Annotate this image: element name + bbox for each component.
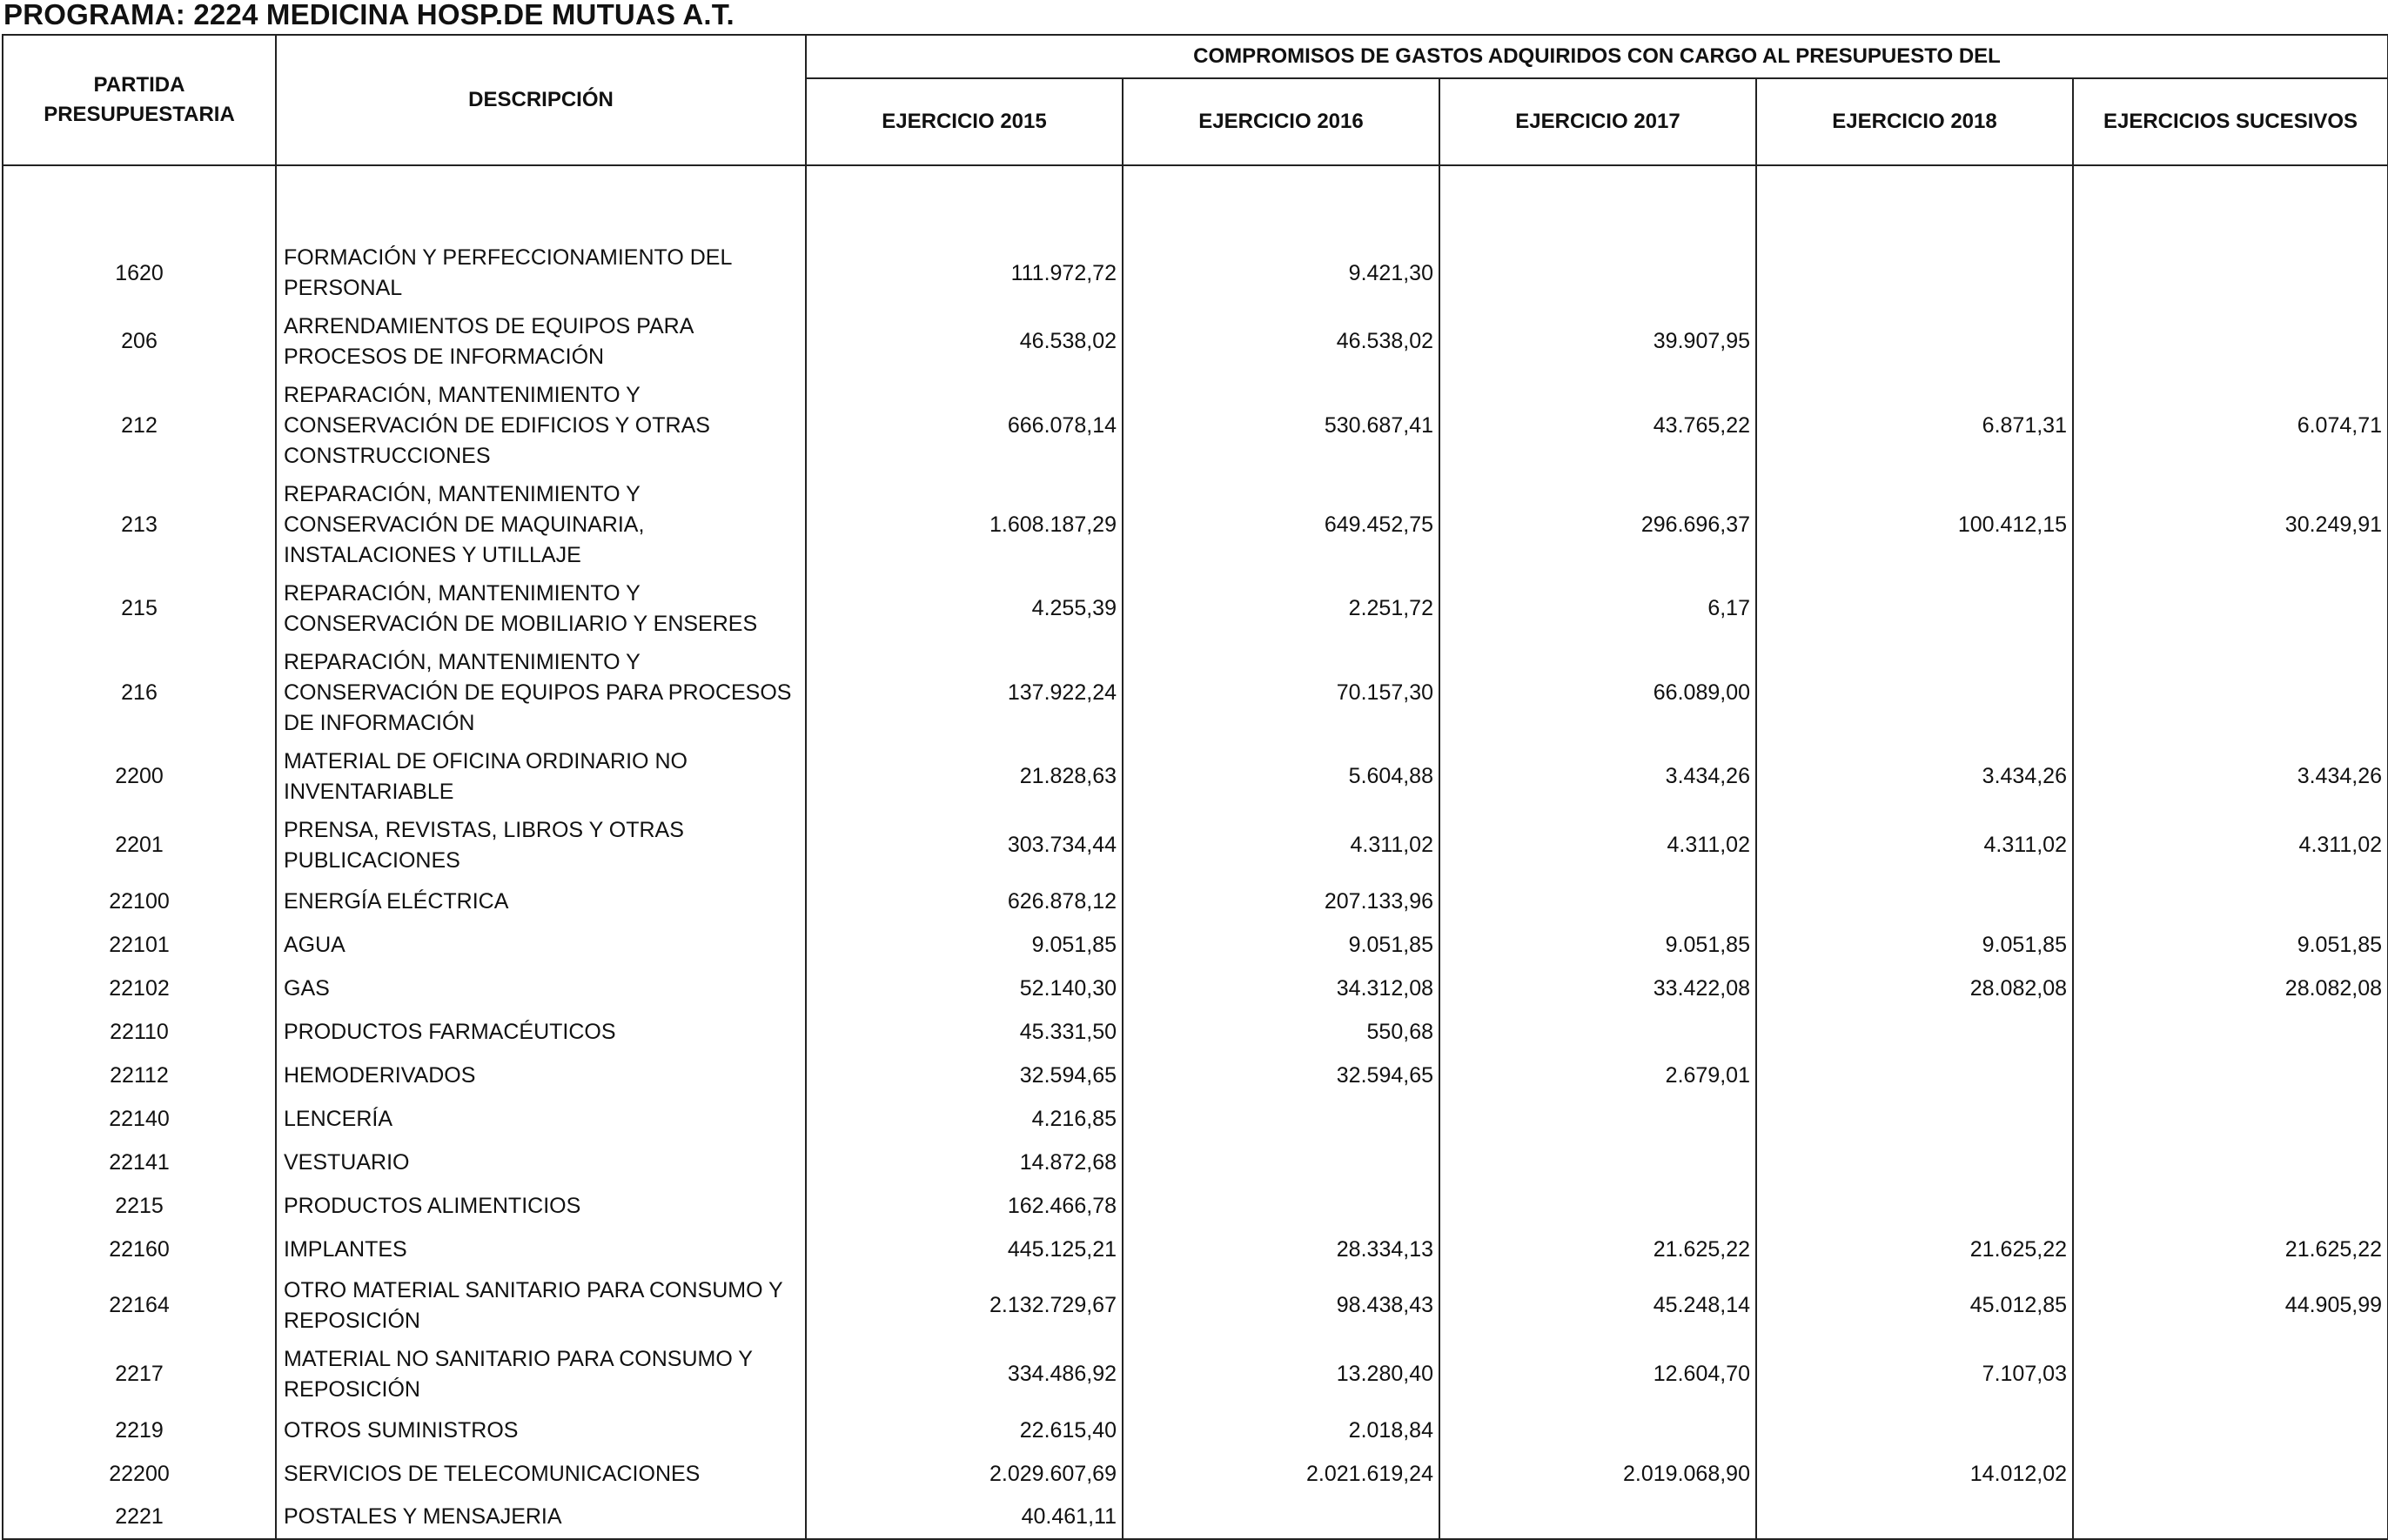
amount-sucesivos — [2073, 1097, 2388, 1141]
partida-code: 22164 — [3, 1271, 276, 1340]
table-row — [3, 1409, 2388, 1452]
amount-2016: 70.157,30 — [1123, 643, 1439, 742]
budget-commitments-table — [2, 34, 2388, 1540]
partida-code: 22102 — [3, 967, 276, 1010]
partida-code: 213 — [3, 475, 276, 574]
amount-2015: 2.132.729,67 — [806, 1271, 1123, 1340]
amount-2015: 445.125,21 — [806, 1228, 1123, 1271]
table-row — [3, 475, 2388, 574]
amount-2016 — [1123, 1496, 1439, 1539]
amount-2017: 3.434,26 — [1439, 742, 1756, 811]
amount-2018: 28.082,08 — [1756, 967, 2073, 1010]
amount-sucesivos — [2073, 1054, 2388, 1097]
amount-2015: 40.461,11 — [806, 1496, 1123, 1539]
header-year-sucesivos: EJERCICIOS SUCESIVOS — [2073, 78, 2388, 165]
descripcion: PRODUCTOS ALIMENTICIOS — [276, 1184, 806, 1228]
amount-2017: 39.907,95 — [1439, 307, 1756, 376]
partida-code: 22200 — [3, 1452, 276, 1496]
header-partida: PARTIDA PRESUPUESTARIA — [3, 35, 276, 165]
partida-code: 2217 — [3, 1340, 276, 1409]
amount-2016: 530.687,41 — [1123, 376, 1439, 475]
descripcion: REPARACIÓN, MANTENIMIENTO Y CONSERVACIÓN DE EQUIPOS PARA PROCESOS DE INFORMACIÓN — [276, 643, 806, 742]
partida-code: 22141 — [3, 1141, 276, 1184]
amount-sucesivos: 3.434,26 — [2073, 742, 2388, 811]
amount-2016 — [1123, 1184, 1439, 1228]
table-row — [3, 307, 2388, 376]
amount-sucesivos: 9.051,85 — [2073, 923, 2388, 967]
partida-code: 212 — [3, 376, 276, 475]
descripcion: REPARACIÓN, MANTENIMIENTO Y CONSERVACIÓN DE MAQUINARIA, INSTALACIONES Y UTILLAJE — [276, 475, 806, 574]
amount-2018 — [1756, 1496, 2073, 1539]
descripcion: SERVICIOS DE TELECOMUNICACIONES — [276, 1452, 806, 1496]
amount-2015: 32.594,65 — [806, 1054, 1123, 1097]
partida-code: 215 — [3, 574, 276, 643]
table-row — [3, 376, 2388, 475]
amount-sucesivos — [2073, 1141, 2388, 1184]
descripcion: MATERIAL DE OFICINA ORDINARIO NO INVENTARIABLE — [276, 742, 806, 811]
header-compromisos: COMPROMISOS DE GASTOS ADQUIRIDOS CON CARGO AL PRESUPUESTO DEL — [806, 35, 2388, 78]
amount-sucesivos — [2073, 643, 2388, 742]
amount-2018 — [1756, 1010, 2073, 1054]
amount-2015: 4.216,85 — [806, 1097, 1123, 1141]
amount-2016: 649.452,75 — [1123, 475, 1439, 574]
amount-2015: 626.878,12 — [806, 880, 1123, 923]
amount-2015: 46.538,02 — [806, 307, 1123, 376]
descripcion: REPARACIÓN, MANTENIMIENTO Y CONSERVACIÓN DE MOBILIARIO Y ENSERES — [276, 574, 806, 643]
table-row — [3, 1184, 2388, 1228]
amount-2017: 4.311,02 — [1439, 811, 1756, 880]
partida-code: 1620 — [3, 239, 276, 307]
amount-2018: 100.412,15 — [1756, 475, 2073, 574]
amount-sucesivos — [2073, 1340, 2388, 1409]
spacer-cell — [2073, 165, 2388, 239]
amount-2018 — [1756, 574, 2073, 643]
amount-2016: 207.133,96 — [1123, 880, 1439, 923]
amount-2015: 21.828,63 — [806, 742, 1123, 811]
table-row — [3, 742, 2388, 811]
partida-code: 206 — [3, 307, 276, 376]
descripcion: OTRO MATERIAL SANITARIO PARA CONSUMO Y REPOSICIÓN — [276, 1271, 806, 1340]
descripcion: ARRENDAMIENTOS DE EQUIPOS PARA PROCESOS DE INFORMACIÓN — [276, 307, 806, 376]
partida-code: 22160 — [3, 1228, 276, 1271]
table-row — [3, 1271, 2388, 1340]
amount-2016: 2.021.619,24 — [1123, 1452, 1439, 1496]
amount-2018: 45.012,85 — [1756, 1271, 2073, 1340]
amount-2015: 22.615,40 — [806, 1409, 1123, 1452]
spacer-cell — [276, 165, 806, 239]
spacer-cell — [1123, 165, 1439, 239]
amount-sucesivos — [2073, 1184, 2388, 1228]
descripcion: GAS — [276, 967, 806, 1010]
amount-sucesivos: 6.074,71 — [2073, 376, 2388, 475]
amount-2017: 6,17 — [1439, 574, 1756, 643]
amount-2017: 66.089,00 — [1439, 643, 1756, 742]
table-row — [3, 923, 2388, 967]
amount-2017: 21.625,22 — [1439, 1228, 1756, 1271]
table-body — [3, 165, 2388, 1539]
amount-sucesivos: 28.082,08 — [2073, 967, 2388, 1010]
amount-2016 — [1123, 1097, 1439, 1141]
amount-2016: 13.280,40 — [1123, 1340, 1439, 1409]
amount-2015: 137.922,24 — [806, 643, 1123, 742]
amount-2018 — [1756, 880, 2073, 923]
amount-2017: 2.019.068,90 — [1439, 1452, 1756, 1496]
partida-code: 22140 — [3, 1097, 276, 1141]
amount-2015: 2.029.607,69 — [806, 1452, 1123, 1496]
amount-2017: 45.248,14 — [1439, 1271, 1756, 1340]
amount-2017: 296.696,37 — [1439, 475, 1756, 574]
amount-2017 — [1439, 1496, 1756, 1539]
amount-2018: 9.051,85 — [1756, 923, 2073, 967]
descripcion: MATERIAL NO SANITARIO PARA CONSUMO Y REPOSICIÓN — [276, 1340, 806, 1409]
amount-2017 — [1439, 1010, 1756, 1054]
amount-2018 — [1756, 307, 2073, 376]
spacer-cell — [3, 165, 276, 239]
table-row — [3, 1010, 2388, 1054]
amount-2017: 12.604,70 — [1439, 1340, 1756, 1409]
partida-code: 22110 — [3, 1010, 276, 1054]
header-year-2016: EJERCICIO 2016 — [1123, 78, 1439, 165]
table-row — [3, 880, 2388, 923]
descripcion: REPARACIÓN, MANTENIMIENTO Y CONSERVACIÓN DE EDIFICIOS Y OTRAS CONSTRUCCIONES — [276, 376, 806, 475]
descripcion: VESTUARIO — [276, 1141, 806, 1184]
spacer-cell — [1756, 165, 2073, 239]
amount-2018 — [1756, 239, 2073, 307]
amount-2016: 28.334,13 — [1123, 1228, 1439, 1271]
amount-2018: 4.311,02 — [1756, 811, 2073, 880]
table-row — [3, 239, 2388, 307]
amount-2015: 52.140,30 — [806, 967, 1123, 1010]
amount-2016: 32.594,65 — [1123, 1054, 1439, 1097]
amount-2018 — [1756, 1054, 2073, 1097]
partida-code: 22100 — [3, 880, 276, 923]
amount-sucesivos: 4.311,02 — [2073, 811, 2388, 880]
partida-code: 2200 — [3, 742, 276, 811]
amount-2016: 550,68 — [1123, 1010, 1439, 1054]
partida-code: 22112 — [3, 1054, 276, 1097]
header-year-2017: EJERCICIO 2017 — [1439, 78, 1756, 165]
amount-2015: 45.331,50 — [806, 1010, 1123, 1054]
amount-2017: 9.051,85 — [1439, 923, 1756, 967]
table-row — [3, 1496, 2388, 1539]
table-row — [3, 1141, 2388, 1184]
table-row — [3, 967, 2388, 1010]
amount-2016: 9.421,30 — [1123, 239, 1439, 307]
header-year-2015: EJERCICIO 2015 — [806, 78, 1123, 165]
partida-code: 216 — [3, 643, 276, 742]
partida-code: 2221 — [3, 1496, 276, 1539]
amount-2017 — [1439, 1184, 1756, 1228]
amount-2017: 33.422,08 — [1439, 967, 1756, 1010]
descripcion: IMPLANTES — [276, 1228, 806, 1271]
amount-2015: 303.734,44 — [806, 811, 1123, 880]
descripcion: OTROS SUMINISTROS — [276, 1409, 806, 1452]
table-row — [3, 1452, 2388, 1496]
partida-code: 22101 — [3, 923, 276, 967]
amount-2016: 2.251,72 — [1123, 574, 1439, 643]
amount-2016: 34.312,08 — [1123, 967, 1439, 1010]
table-row — [3, 574, 2388, 643]
descripcion: AGUA — [276, 923, 806, 967]
amount-2015: 4.255,39 — [806, 574, 1123, 643]
amount-2016: 46.538,02 — [1123, 307, 1439, 376]
descripcion: HEMODERIVADOS — [276, 1054, 806, 1097]
table-spacer-row — [3, 165, 2388, 239]
amount-2016: 98.438,43 — [1123, 1271, 1439, 1340]
amount-sucesivos: 44.905,99 — [2073, 1271, 2388, 1340]
amount-2015: 666.078,14 — [806, 376, 1123, 475]
amount-2017 — [1439, 1097, 1756, 1141]
amount-2018: 7.107,03 — [1756, 1340, 2073, 1409]
amount-2018 — [1756, 643, 2073, 742]
table-row — [3, 1097, 2388, 1141]
amount-sucesivos — [2073, 574, 2388, 643]
amount-sucesivos — [2073, 1010, 2388, 1054]
amount-2016: 4.311,02 — [1123, 811, 1439, 880]
amount-2015: 162.466,78 — [806, 1184, 1123, 1228]
partida-code: 2215 — [3, 1184, 276, 1228]
amount-sucesivos: 21.625,22 — [2073, 1228, 2388, 1271]
amount-2017 — [1439, 1409, 1756, 1452]
partida-code: 2219 — [3, 1409, 276, 1452]
program-title: PROGRAMA: 2224 MEDICINA HOSP.DE MUTUAS A.T. — [3, 0, 735, 30]
amount-2016: 9.051,85 — [1123, 923, 1439, 967]
amount-2017 — [1439, 1141, 1756, 1184]
amount-2015: 111.972,72 — [806, 239, 1123, 307]
amount-sucesivos — [2073, 307, 2388, 376]
amount-2015: 1.608.187,29 — [806, 475, 1123, 574]
table-row — [3, 811, 2388, 880]
amount-2017: 2.679,01 — [1439, 1054, 1756, 1097]
descripcion: PRODUCTOS FARMACÉUTICOS — [276, 1010, 806, 1054]
amount-2016: 2.018,84 — [1123, 1409, 1439, 1452]
table-row — [3, 643, 2388, 742]
amount-2015: 9.051,85 — [806, 923, 1123, 967]
descripcion: POSTALES Y MENSAJERIA — [276, 1496, 806, 1539]
amount-2018 — [1756, 1141, 2073, 1184]
header-year-2018: EJERCICIO 2018 — [1756, 78, 2073, 165]
amount-sucesivos — [2073, 1452, 2388, 1496]
table-row — [3, 1228, 2388, 1271]
amount-sucesivos — [2073, 1409, 2388, 1452]
amount-2018 — [1756, 1409, 2073, 1452]
amount-2015: 334.486,92 — [806, 1340, 1123, 1409]
partida-code: 2201 — [3, 811, 276, 880]
descripcion: LENCERÍA — [276, 1097, 806, 1141]
amount-2017: 43.765,22 — [1439, 376, 1756, 475]
amount-2018 — [1756, 1184, 2073, 1228]
spacer-cell — [1439, 165, 1756, 239]
descripcion: PRENSA, REVISTAS, LIBROS Y OTRAS PUBLICACIONES — [276, 811, 806, 880]
amount-sucesivos — [2073, 1496, 2388, 1539]
amount-2016 — [1123, 1141, 1439, 1184]
amount-2017 — [1439, 880, 1756, 923]
header-descripcion: DESCRIPCIÓN — [276, 35, 806, 165]
amount-2018: 21.625,22 — [1756, 1228, 2073, 1271]
descripcion: FORMACIÓN Y PERFECCIONAMIENTO DEL PERSONAL — [276, 239, 806, 307]
amount-sucesivos: 30.249,91 — [2073, 475, 2388, 574]
amount-2015: 14.872,68 — [806, 1141, 1123, 1184]
amount-2017 — [1439, 239, 1756, 307]
amount-sucesivos — [2073, 239, 2388, 307]
spacer-cell — [806, 165, 1123, 239]
amount-sucesivos — [2073, 880, 2388, 923]
amount-2016: 5.604,88 — [1123, 742, 1439, 811]
amount-2018: 14.012,02 — [1756, 1452, 2073, 1496]
table-row — [3, 1340, 2388, 1409]
amount-2018: 3.434,26 — [1756, 742, 2073, 811]
descripcion: ENERGÍA ELÉCTRICA — [276, 880, 806, 923]
table-row — [3, 1054, 2388, 1097]
amount-2018 — [1756, 1097, 2073, 1141]
amount-2018: 6.871,31 — [1756, 376, 2073, 475]
